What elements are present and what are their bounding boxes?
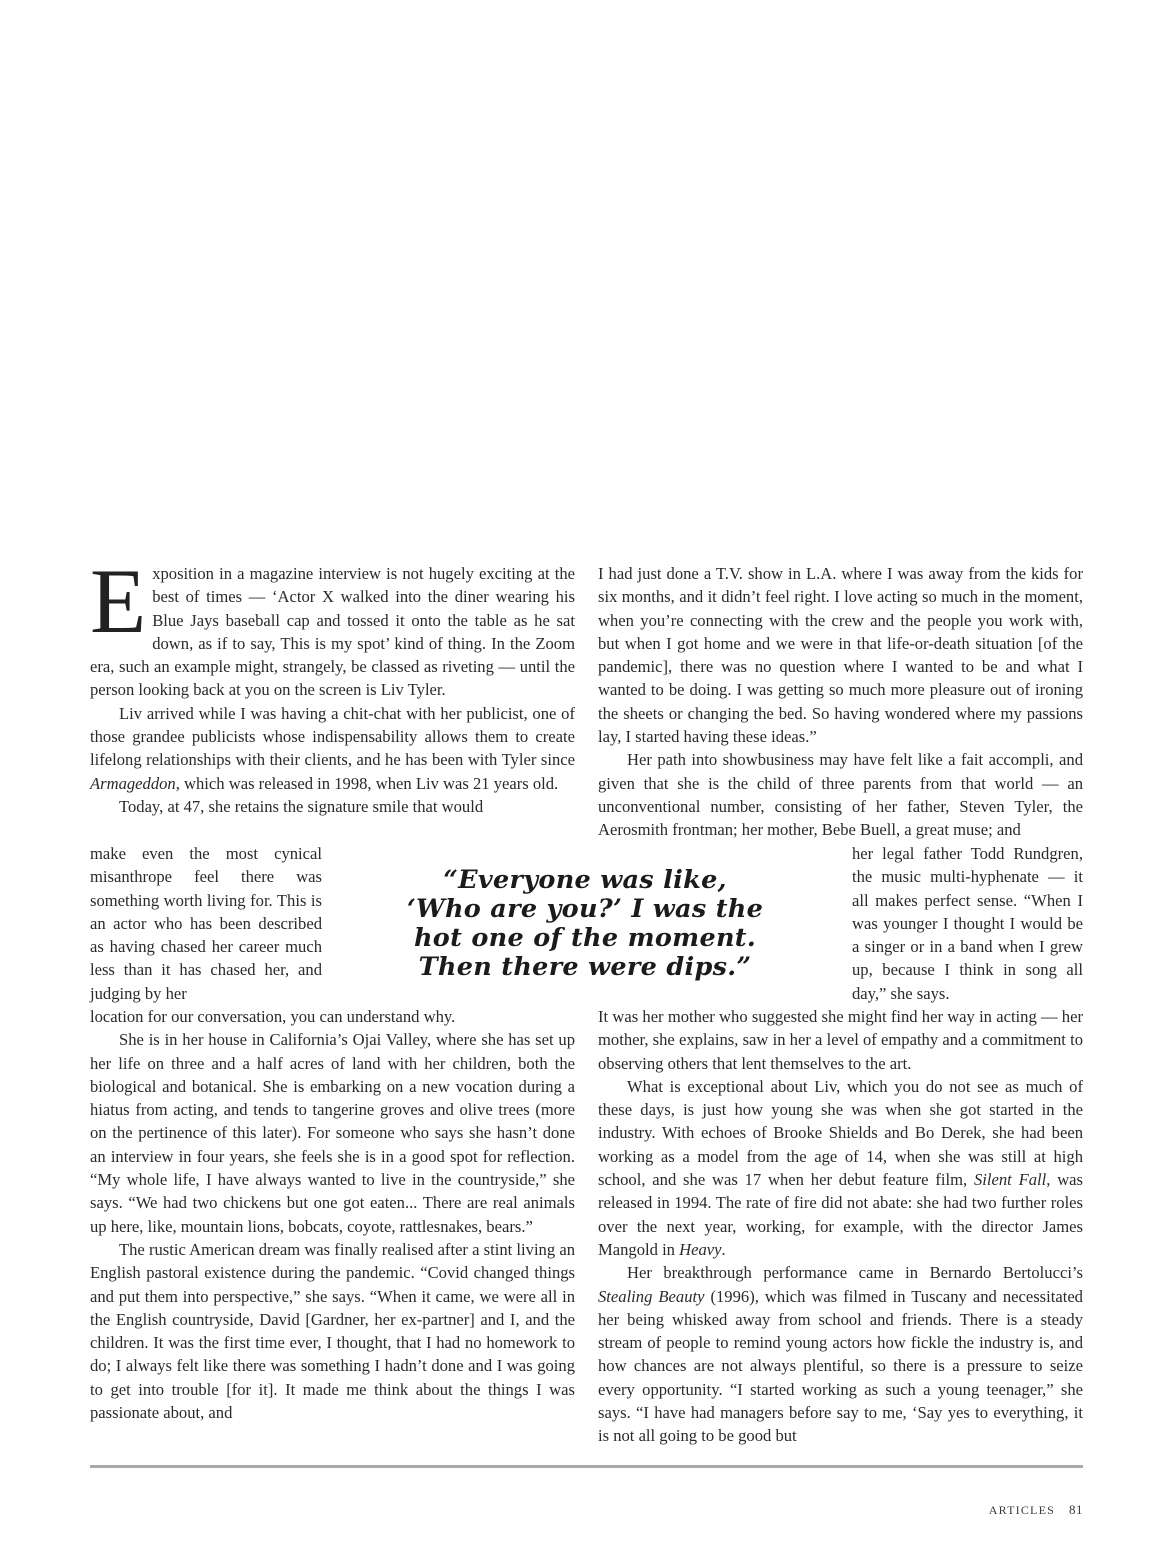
paragraph-showbusiness-narrow: her legal father Todd Rundgren, the music multi-hyphenate — it all makes perfect sense. “When I was younger I thought I would be a singer or in a band when I grew up, because I think in song all day,” she says. bbox=[852, 844, 1083, 1003]
pull-quote-line: ‘Who are you?’ I was the bbox=[406, 894, 764, 924]
section-label: ARTICLES bbox=[988, 1503, 1055, 1517]
text-run: Liv arrived while I was having a chit-chat with her publicist, one of those grandee publicists whose indispensability allows them to create lifelong relationships with their clients, and he has been with Tyler since bbox=[90, 703, 575, 770]
film-title: Heavy bbox=[679, 1239, 722, 1259]
paragraph-tv-show: I had just done a T.V. show in L.A. where I was away from the kids for six months, and it didn’t feel right. I love acting so much in the moment, when you’re connecting with the crew and the people you work with, but when I got home and we were in that life-or-death situation [of the pandemic], there was no question where I wanted to be and what I wanted to be doing. I was getting so much more pleasure out of ironing the sheets or changing the bed. So having wondered where my passions lay, I started having these ideas.” bbox=[598, 564, 1083, 747]
folio bbox=[980, 1502, 1083, 1518]
paragraph-smile-tail: location for our conversation, you can understand why. bbox=[90, 1007, 456, 1026]
left-column bbox=[90, 550, 575, 818]
opening-text: xposition in a magazine interview is not hugely exciting at the best of times — ‘Actor X walked into the diner wearing his Blue Jays baseball cap and tossed it onto the table as he sat down, as if to say, This is my spot’ kind of thing. In the Zoom era, such an example might, strangely, be classed as riveting — until the person looking back at you on the screen is Liv Tyler. bbox=[90, 564, 575, 700]
pull-quote-line: hot one of the moment. bbox=[413, 923, 757, 953]
paragraph-showbusiness-lead: Her path into showbusiness may have felt like a fait accompli, and given that she is the child of three parents from that world — an unconventional number, consisting of her father, Steven Tyler, the Aerosmith frontman; her mother, Bebe Buell, a great muse; and bbox=[598, 750, 1083, 840]
text-run: (1996), which was filmed in Tuscany and necessitated her being whisked away from school and friends. There is a steady stream of people to remind young actors how fickle the industry is, and how chances are not always plentiful, so there is a pressure to seize every opportunity. “I started working as such a young teenager,” she says. “I have had managers before say to me, ‘Say yes to everything, it is not all going to be good but bbox=[598, 1286, 1083, 1446]
paragraph-exceptional bbox=[598, 1075, 1083, 1261]
left-narrow-column bbox=[90, 842, 322, 1005]
paragraph-mother: It was her mother who suggested she might find her way in acting — her mother, she explains, saw in her a level of empathy and a commitment to observing others that lent themselves to the art. bbox=[598, 1007, 1083, 1073]
paragraph-rustic: The rustic American dream was finally realised after a stint living an English pastoral existence during the pandemic. “Covid changed things and put them into perspective,” she says. “When it came, we were all in the English countryside, David [Gardner, her ex-partner] and I, and the children. It was the first time ever, I thought, that I had no homework to do; I always felt like there was something I hadn’t done and I was going to get into trouble [for it]. It made me think about the things I was passionate about, and bbox=[90, 1239, 575, 1423]
paragraph-publicist bbox=[90, 702, 575, 795]
left-column-lower bbox=[90, 1005, 575, 1424]
film-title: Armageddon bbox=[90, 773, 176, 793]
right-column-lower bbox=[598, 1005, 1083, 1448]
paragraph-opening bbox=[90, 550, 575, 702]
text-run: Her breakthrough performance came in Bernardo Bertolucci’s bbox=[627, 1263, 1083, 1283]
pull-quote-line: Then there were dips.” bbox=[418, 952, 752, 982]
text-run: , was released in 1994. The rate of fire did not abate: she had two further roles over the next year, working, for example, with the director James Mangold in bbox=[598, 1170, 1084, 1259]
pull-quote-line: “Everyone was like, bbox=[443, 865, 727, 895]
film-title: Silent Fall bbox=[973, 1170, 1047, 1190]
paragraph-smile-lead: Today, at 47, she retains the signature smile that would bbox=[119, 796, 484, 816]
paragraph-ojai: She is in her house in California’s Ojai Valley, where she has set up her life on three and a half acres of land with her children, both the biological and botanical. She is embarking on a new vocation during a hiatus from acting, and tends to tangerine groves and olive trees (more on the pertinence of this later). For someone who says she hasn’t done an interview in four years, she feels she is in a good spot for reflection. “My whole life, I have always wanted to live in the countryside,” she says. “We had two chickens but one got eaten... There are real animals up here, like, mountain lions, bobcats, coyote, rattlesnakes, bears.” bbox=[90, 1030, 575, 1236]
drop-cap: E bbox=[90, 550, 147, 652]
paragraph-smile-narrow: make even the most cynical misanthrope feel there was something worth living for. This is an actor who has been described as having chased her career much less than it has chased her, and judging by her bbox=[90, 844, 322, 1003]
footer-rule bbox=[90, 1465, 1083, 1468]
pull-quote bbox=[380, 866, 790, 982]
text-run: What is exceptional about Liv, which you do not see as much of these days, is just how young she was when she got started in the industry. With echoes of Brooke Shields and Bo Derek, she had been working as a model from the age of 14, when she was still at high school, and she was 17 when her debut feature film, bbox=[598, 1076, 1083, 1190]
right-narrow-column bbox=[852, 842, 1083, 1005]
paragraph-breakthrough bbox=[598, 1261, 1083, 1447]
text-run: . bbox=[721, 1239, 726, 1259]
text-run: , which was released in 1998, when Liv was 21 years old. bbox=[175, 773, 559, 793]
page-number: 81 bbox=[1069, 1502, 1083, 1517]
film-title: Stealing Beauty bbox=[598, 1286, 705, 1306]
right-column bbox=[598, 562, 1083, 842]
